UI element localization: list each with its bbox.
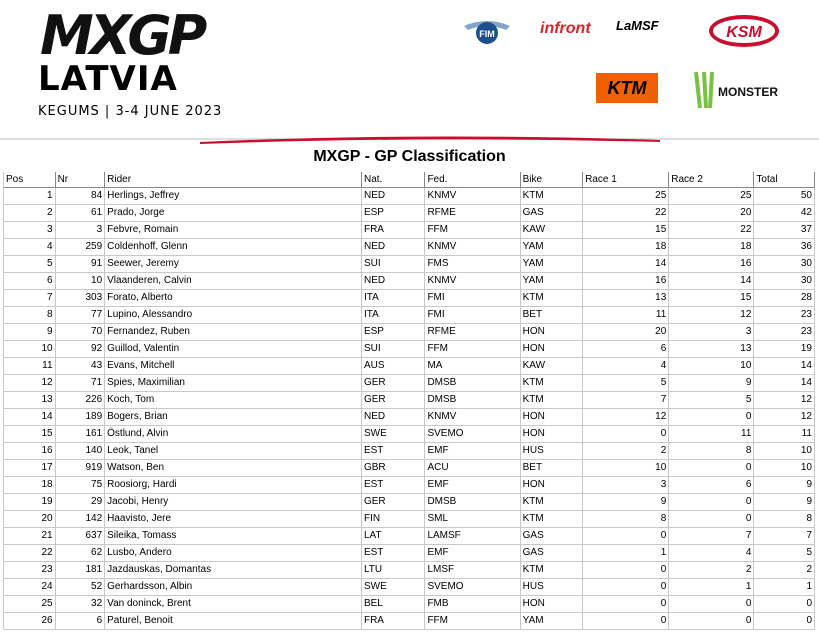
table-row: [4, 511, 815, 528]
cell-race1: 0: [583, 528, 669, 545]
cell-bike: BET: [520, 460, 582, 477]
table-row: [4, 188, 815, 205]
svg-text:MONSTER: MONSTER: [718, 85, 778, 99]
cell-pos: 15: [4, 426, 56, 443]
cell-race1: 10: [583, 460, 669, 477]
classification-table: [3, 172, 815, 630]
col-header-race2: Race 2: [669, 172, 754, 188]
cell-rider: Leok, Tanel: [105, 443, 362, 460]
cell-nat: SUI: [361, 256, 424, 273]
table-row: [4, 613, 815, 630]
cell-pos: 22: [4, 545, 56, 562]
table-row: [4, 205, 815, 222]
cell-nr: 6: [55, 613, 105, 630]
cell-pos: 9: [4, 324, 56, 341]
cell-rider: Prado, Jorge: [105, 205, 362, 222]
cell-nr: 189: [55, 409, 105, 426]
cell-nat: BEL: [361, 596, 424, 613]
cell-fed: RFME: [425, 205, 520, 222]
cell-race1: 4: [583, 358, 669, 375]
cell-nat: ITA: [361, 290, 424, 307]
cell-total: 50: [754, 188, 815, 205]
cell-race1: 0: [583, 579, 669, 596]
cell-race1: 0: [583, 426, 669, 443]
cell-total: 36: [754, 239, 815, 256]
table-row: [4, 273, 815, 290]
cell-rider: Gerhardsson, Albin: [105, 579, 362, 596]
cell-bike: KTM: [520, 290, 582, 307]
cell-rider: Spies, Maximilian: [105, 375, 362, 392]
col-header-total: Total: [754, 172, 815, 188]
cell-total: 23: [754, 324, 815, 341]
infront-logo: infront: [540, 20, 591, 37]
cell-pos: 11: [4, 358, 56, 375]
cell-total: 0: [754, 613, 815, 630]
table-row: [4, 579, 815, 596]
cell-bike: YAM: [520, 239, 582, 256]
table-row: [4, 239, 815, 256]
table-row: [4, 341, 815, 358]
cell-fed: FMI: [425, 290, 520, 307]
cell-race2: 8: [669, 443, 754, 460]
cell-bike: HON: [520, 324, 582, 341]
cell-pos: 25: [4, 596, 56, 613]
header-swoosh: [0, 132, 819, 144]
cell-race2: 0: [669, 596, 754, 613]
svg-text:KSM: KSM: [726, 24, 762, 41]
monster-energy-logo: [690, 68, 778, 114]
cell-pos: 8: [4, 307, 56, 324]
cell-total: 9: [754, 477, 815, 494]
cell-bike: KTM: [520, 562, 582, 579]
cell-nr: 919: [55, 460, 105, 477]
event-subtitle: KEGUMS | 3-4 JUNE 2023: [38, 104, 223, 119]
cell-pos: 18: [4, 477, 56, 494]
cell-rider: Herlings, Jeffrey: [105, 188, 362, 205]
cell-race2: 14: [669, 273, 754, 290]
cell-race2: 0: [669, 494, 754, 511]
cell-nat: AUS: [361, 358, 424, 375]
cell-race2: 0: [669, 613, 754, 630]
cell-fed: FFM: [425, 341, 520, 358]
cell-race1: 16: [583, 273, 669, 290]
cell-nr: 181: [55, 562, 105, 579]
cell-total: 10: [754, 443, 815, 460]
cell-bike: GAS: [520, 528, 582, 545]
cell-race1: 7: [583, 392, 669, 409]
cell-nat: SUI: [361, 341, 424, 358]
lamsf-logo: LaMSF: [616, 18, 659, 33]
col-header-pos: Pos: [4, 172, 56, 188]
cell-total: 8: [754, 511, 815, 528]
cell-total: 12: [754, 409, 815, 426]
cell-race1: 2: [583, 443, 669, 460]
cell-rider: Jacobi, Henry: [105, 494, 362, 511]
cell-fed: KNMV: [425, 239, 520, 256]
cell-nr: 32: [55, 596, 105, 613]
cell-race1: 18: [583, 239, 669, 256]
cell-bike: KAW: [520, 358, 582, 375]
cell-nr: 71: [55, 375, 105, 392]
cell-bike: KTM: [520, 188, 582, 205]
cell-fed: EMF: [425, 545, 520, 562]
cell-fed: KNMV: [425, 409, 520, 426]
cell-race1: 1: [583, 545, 669, 562]
cell-nr: 43: [55, 358, 105, 375]
cell-rider: Guillod, Valentin: [105, 341, 362, 358]
cell-nat: NED: [361, 409, 424, 426]
cell-rider: Evans, Mitchell: [105, 358, 362, 375]
cell-race1: 8: [583, 511, 669, 528]
cell-rider: Koch, Tom: [105, 392, 362, 409]
cell-fed: DMSB: [425, 494, 520, 511]
cell-rider: Febvre, Romain: [105, 222, 362, 239]
cell-nr: 70: [55, 324, 105, 341]
cell-race1: 0: [583, 562, 669, 579]
cell-nat: EST: [361, 477, 424, 494]
page-header: [0, 0, 819, 146]
cell-race2: 12: [669, 307, 754, 324]
cell-nr: 84: [55, 188, 105, 205]
cell-nr: 259: [55, 239, 105, 256]
cell-total: 14: [754, 375, 815, 392]
cell-rider: Seewer, Jeremy: [105, 256, 362, 273]
table-row: [4, 290, 815, 307]
cell-total: 19: [754, 341, 815, 358]
cell-race2: 2: [669, 562, 754, 579]
cell-fed: EMF: [425, 443, 520, 460]
cell-race2: 18: [669, 239, 754, 256]
cell-fed: SVEMO: [425, 426, 520, 443]
cell-pos: 16: [4, 443, 56, 460]
cell-fed: SVEMO: [425, 579, 520, 596]
cell-fed: ACU: [425, 460, 520, 477]
cell-race2: 9: [669, 375, 754, 392]
cell-nat: ESP: [361, 205, 424, 222]
cell-total: 11: [754, 426, 815, 443]
ktm-logo: KTM: [596, 73, 658, 103]
cell-bike: HON: [520, 596, 582, 613]
col-header-bike: Bike: [520, 172, 582, 188]
cell-race2: 25: [669, 188, 754, 205]
cell-pos: 17: [4, 460, 56, 477]
cell-rider: Vlaanderen, Calvin: [105, 273, 362, 290]
cell-nat: LAT: [361, 528, 424, 545]
table-row: [4, 443, 815, 460]
cell-fed: KNMV: [425, 273, 520, 290]
cell-fed: SML: [425, 511, 520, 528]
table-body: [4, 188, 815, 630]
cell-pos: 2: [4, 205, 56, 222]
table-row: [4, 392, 815, 409]
cell-race1: 9: [583, 494, 669, 511]
cell-bike: KTM: [520, 392, 582, 409]
cell-nat: GER: [361, 375, 424, 392]
cell-race1: 12: [583, 409, 669, 426]
cell-race1: 6: [583, 341, 669, 358]
cell-bike: HUS: [520, 443, 582, 460]
col-header-nr: Nr: [55, 172, 105, 188]
cell-nr: 10: [55, 273, 105, 290]
cell-pos: 10: [4, 341, 56, 358]
svg-text:MXGP: MXGP: [40, 8, 204, 63]
table-row: [4, 358, 815, 375]
fim-logo: [462, 16, 512, 46]
cell-total: 5: [754, 545, 815, 562]
cell-pos: 12: [4, 375, 56, 392]
cell-bike: HUS: [520, 579, 582, 596]
cell-nr: 91: [55, 256, 105, 273]
cell-rider: Haavisto, Jere: [105, 511, 362, 528]
cell-fed: KNMV: [425, 188, 520, 205]
cell-pos: 1: [4, 188, 56, 205]
page-title: MXGP - GP Classification: [313, 148, 506, 165]
cell-pos: 24: [4, 579, 56, 596]
svg-text:FIM: FIM: [479, 29, 495, 39]
table-row: [4, 256, 815, 273]
cell-nat: GER: [361, 392, 424, 409]
cell-fed: FMS: [425, 256, 520, 273]
cell-nr: 61: [55, 205, 105, 222]
cell-bike: HON: [520, 426, 582, 443]
cell-rider: Östlund, Alvin: [105, 426, 362, 443]
col-header-fed: Fed.: [425, 172, 520, 188]
cell-nr: 3: [55, 222, 105, 239]
cell-fed: RFME: [425, 324, 520, 341]
cell-nat: EST: [361, 443, 424, 460]
cell-bike: HON: [520, 409, 582, 426]
cell-nr: 62: [55, 545, 105, 562]
table-row: [4, 324, 815, 341]
table-row: [4, 596, 815, 613]
cell-nr: 637: [55, 528, 105, 545]
cell-total: 0: [754, 596, 815, 613]
cell-race2: 0: [669, 460, 754, 477]
cell-nr: 77: [55, 307, 105, 324]
cell-race1: 22: [583, 205, 669, 222]
table-row: [4, 545, 815, 562]
cell-race2: 0: [669, 409, 754, 426]
cell-race2: 0: [669, 511, 754, 528]
cell-bike: YAM: [520, 256, 582, 273]
cell-fed: FMB: [425, 596, 520, 613]
cell-pos: 4: [4, 239, 56, 256]
cell-race2: 11: [669, 426, 754, 443]
cell-race2: 7: [669, 528, 754, 545]
cell-fed: LMSF: [425, 562, 520, 579]
cell-pos: 5: [4, 256, 56, 273]
cell-fed: DMSB: [425, 375, 520, 392]
cell-race2: 3: [669, 324, 754, 341]
cell-rider: Lusbo, Andero: [105, 545, 362, 562]
cell-race1: 3: [583, 477, 669, 494]
cell-race1: 14: [583, 256, 669, 273]
cell-race2: 20: [669, 205, 754, 222]
col-header-race1: Race 1: [583, 172, 669, 188]
cell-bike: YAM: [520, 613, 582, 630]
cell-pos: 3: [4, 222, 56, 239]
cell-pos: 13: [4, 392, 56, 409]
cell-nat: FIN: [361, 511, 424, 528]
cell-total: 28: [754, 290, 815, 307]
cell-rider: Watson, Ben: [105, 460, 362, 477]
cell-race1: 0: [583, 613, 669, 630]
cell-nat: LTU: [361, 562, 424, 579]
table-row: [4, 426, 815, 443]
cell-nr: 29: [55, 494, 105, 511]
event-name: LATVIA: [38, 59, 178, 99]
cell-total: 30: [754, 256, 815, 273]
cell-race1: 11: [583, 307, 669, 324]
table-row: [4, 375, 815, 392]
cell-rider: Sileika, Tomass: [105, 528, 362, 545]
cell-race2: 15: [669, 290, 754, 307]
cell-fed: FMI: [425, 307, 520, 324]
col-header-rider: Rider: [105, 172, 362, 188]
table-row: [4, 307, 815, 324]
cell-total: 30: [754, 273, 815, 290]
table-row: [4, 494, 815, 511]
cell-total: 14: [754, 358, 815, 375]
mxgp-logo: [40, 8, 255, 63]
cell-nat: NED: [361, 273, 424, 290]
table-row: [4, 562, 815, 579]
cell-fed: FFM: [425, 613, 520, 630]
cell-total: 42: [754, 205, 815, 222]
cell-nr: 92: [55, 341, 105, 358]
cell-total: 23: [754, 307, 815, 324]
cell-total: 7: [754, 528, 815, 545]
cell-bike: KTM: [520, 494, 582, 511]
cell-rider: Van doninck, Brent: [105, 596, 362, 613]
cell-race2: 16: [669, 256, 754, 273]
cell-nat: GER: [361, 494, 424, 511]
table-row: [4, 477, 815, 494]
cell-nat: ESP: [361, 324, 424, 341]
cell-race2: 22: [669, 222, 754, 239]
cell-pos: 26: [4, 613, 56, 630]
cell-pos: 7: [4, 290, 56, 307]
cell-rider: Coldenhoff, Glenn: [105, 239, 362, 256]
ksm-logo: [708, 14, 780, 48]
cell-rider: Jazdauskas, Domantas: [105, 562, 362, 579]
cell-race2: 10: [669, 358, 754, 375]
cell-bike: GAS: [520, 545, 582, 562]
cell-bike: KAW: [520, 222, 582, 239]
cell-total: 12: [754, 392, 815, 409]
cell-nr: 52: [55, 579, 105, 596]
cell-pos: 19: [4, 494, 56, 511]
cell-bike: YAM: [520, 273, 582, 290]
cell-bike: GAS: [520, 205, 582, 222]
cell-pos: 6: [4, 273, 56, 290]
cell-nat: FRA: [361, 222, 424, 239]
table-row: [4, 409, 815, 426]
cell-rider: Lupino, Alessandro: [105, 307, 362, 324]
cell-rider: Paturel, Benoit: [105, 613, 362, 630]
cell-nr: 75: [55, 477, 105, 494]
cell-fed: MA: [425, 358, 520, 375]
cell-fed: DMSB: [425, 392, 520, 409]
cell-race1: 0: [583, 596, 669, 613]
cell-pos: 20: [4, 511, 56, 528]
cell-race2: 6: [669, 477, 754, 494]
cell-bike: KTM: [520, 375, 582, 392]
cell-race1: 13: [583, 290, 669, 307]
cell-total: 9: [754, 494, 815, 511]
cell-total: 1: [754, 579, 815, 596]
cell-rider: Fernandez, Ruben: [105, 324, 362, 341]
cell-total: 2: [754, 562, 815, 579]
cell-nat: EST: [361, 545, 424, 562]
cell-pos: 21: [4, 528, 56, 545]
cell-bike: BET: [520, 307, 582, 324]
cell-nat: SWE: [361, 579, 424, 596]
cell-pos: 23: [4, 562, 56, 579]
cell-fed: EMF: [425, 477, 520, 494]
cell-fed: LAMSF: [425, 528, 520, 545]
cell-nat: GBR: [361, 460, 424, 477]
cell-nat: ITA: [361, 307, 424, 324]
cell-total: 37: [754, 222, 815, 239]
table-row: [4, 222, 815, 239]
cell-rider: Forato, Alberto: [105, 290, 362, 307]
cell-nat: NED: [361, 239, 424, 256]
cell-race1: 5: [583, 375, 669, 392]
cell-race2: 4: [669, 545, 754, 562]
cell-fed: FFM: [425, 222, 520, 239]
table-header-row: [4, 172, 815, 188]
cell-nr: 142: [55, 511, 105, 528]
cell-nat: FRA: [361, 613, 424, 630]
cell-race1: 20: [583, 324, 669, 341]
col-header-nat: Nat.: [361, 172, 424, 188]
cell-bike: HON: [520, 341, 582, 358]
cell-race1: 25: [583, 188, 669, 205]
table-row: [4, 460, 815, 477]
cell-pos: 14: [4, 409, 56, 426]
cell-nr: 140: [55, 443, 105, 460]
cell-race2: 5: [669, 392, 754, 409]
cell-race1: 15: [583, 222, 669, 239]
cell-race2: 13: [669, 341, 754, 358]
cell-nr: 303: [55, 290, 105, 307]
cell-total: 10: [754, 460, 815, 477]
table-row: [4, 528, 815, 545]
cell-nat: NED: [361, 188, 424, 205]
cell-bike: KTM: [520, 511, 582, 528]
cell-nr: 161: [55, 426, 105, 443]
cell-nr: 226: [55, 392, 105, 409]
cell-bike: HON: [520, 477, 582, 494]
cell-race2: 1: [669, 579, 754, 596]
cell-rider: Bogers, Brian: [105, 409, 362, 426]
cell-nat: SWE: [361, 426, 424, 443]
cell-rider: Roosiorg, Hardi: [105, 477, 362, 494]
